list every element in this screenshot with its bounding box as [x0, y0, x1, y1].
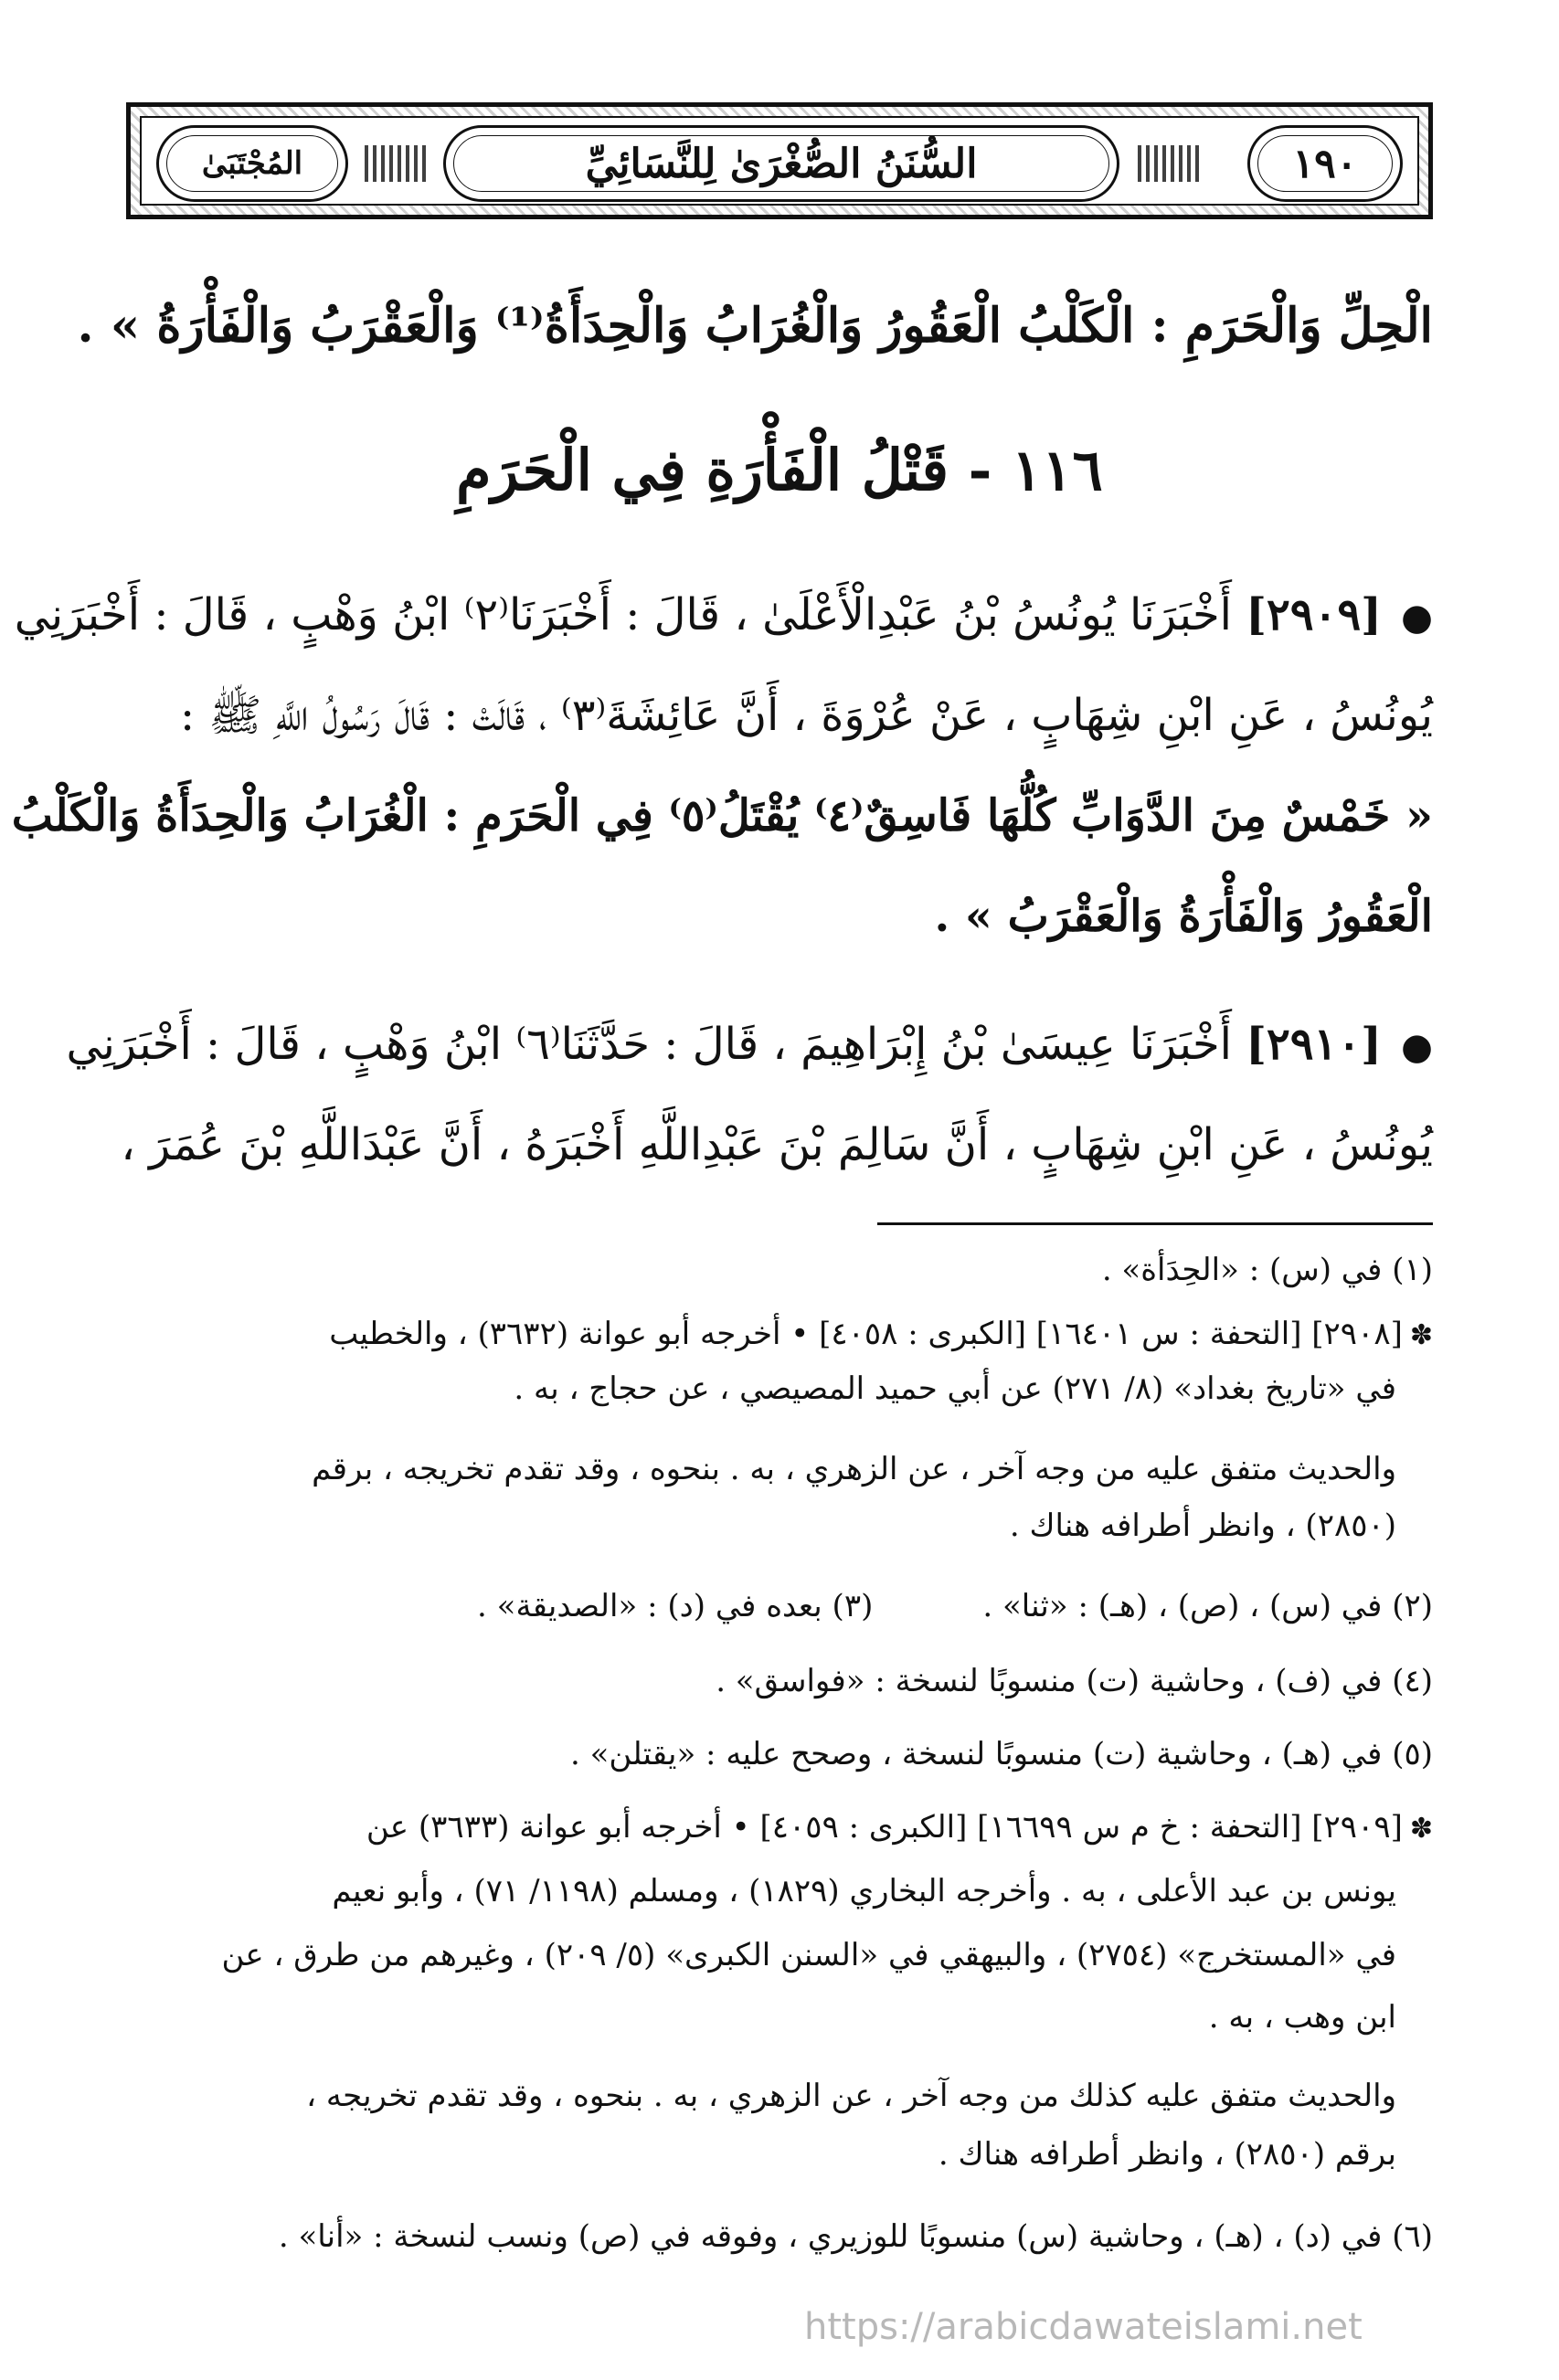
- footnote-separator: [877, 1222, 1433, 1225]
- intro-line: الْحِلِّ وَالْحَرَمِ : الْكَلْبُ الْعَقُورُ وَالْغُرَابُ وَالْحِدَأَةُ⁽¹⁾ وَالْعَقْرَبُ وَالْفَأْرَةُ » .: [77, 298, 1433, 354]
- hadith-2909-line-2: يُونُسُ ، عَنِ ابْنِ شِهَابٍ ، عَنْ عُرْوَةَ ، أَنَّ عَائِشَةَ⁽٣⁾ ، قَالَتْ : قَالَ رَسُولُ اللَّهِ ﷺ :: [179, 690, 1433, 741]
- logo-text: المُجْتَبَىٰ: [201, 145, 303, 182]
- hadith-number: [٢٩١٠]: [1246, 1019, 1382, 1070]
- footnote-text: [٢٩٠٩] [التحفة : خ م س ١٦٦٩٩] [الكبرى : ٤٠٥٩] • أخرجه أبو عوانة (٣٦٣٣) عن: [366, 1809, 1403, 1846]
- page-header: [126, 102, 1433, 219]
- hadith-2909-line-4: الْعَقُورُ وَالْفَأْرَةُ وَالْعَقْرَبُ » .: [934, 891, 1433, 942]
- ornament-icon: [365, 145, 429, 182]
- footnote-2908-a: [126, 1308, 1433, 1361]
- footnote-5: (٥) في (هـ) ، وحاشية (ت) منسوبًا لنسخة ، وصحح عليه : «يقتلن» .: [569, 1736, 1433, 1772]
- page-number-cartouche: [1247, 125, 1403, 202]
- page-number: ١٩٠: [1292, 140, 1358, 187]
- title-cartouche: [443, 125, 1119, 202]
- logo-cartouche: [156, 125, 348, 202]
- footnote-2908-c: والحديث متفق عليه من وجه آخر ، عن الزهري ، به . بنحوه ، وقد تقدم تخريجه ، برقم: [312, 1451, 1396, 1487]
- footnote-2909-f: برقم (٢٨٥٠) ، وانظر أطرافه هناك .: [938, 2136, 1396, 2173]
- asterisk-icon: ✽: [1409, 1813, 1433, 1845]
- header-frame: [140, 116, 1419, 206]
- footnote-4: (٤) في (ف) ، وحاشية (ت) منسوبًا لنسخة : «فواسق» .: [716, 1663, 1433, 1699]
- footnote-2: (٢) في (س) ، (ص) ، (هـ) : «ثنا» .: [982, 1588, 1433, 1624]
- hadith-number: [٢٩٠٩]: [1246, 589, 1382, 640]
- footnote-text: [٢٩٠٨] [التحفة : س ١٦٤٠١] [الكبرى : ٤٠٥٨] • أخرجه أبو عوانة (٣٦٣٢) ، والخطيب: [329, 1316, 1403, 1352]
- footnote-2909-a: [126, 1802, 1433, 1855]
- footnote-6: (٦) في (د) ، (هـ) ، وحاشية (س) منسوبًا للوزيري ، وفوقه في (ص) ونسب لنسخة : «أنا» .: [278, 2218, 1433, 2255]
- bullet-icon: ●: [1401, 597, 1433, 639]
- footnote-2909-e: والحديث متفق عليه كذلك من وجه آخر ، عن الزهري ، به . بنحوه ، وقد تقدم تخريجه ،: [306, 2078, 1396, 2114]
- hadith-2909-line-3: « خَمْسٌ مِنَ الدَّوَابِّ كُلُّهَا فَاسِقٌ⁽٤⁾ يُقْتَلُ⁽٥⁾ فِي الْحَرَمِ : الْغُرَابُ وَالْحِدَأَةُ وَالْكَلْبُ: [11, 790, 1433, 841]
- bullet-icon: ●: [1401, 1026, 1433, 1068]
- book-title: السُّنَنُ الصُّغْرَىٰ لِلنَّسَائِيِّ: [585, 140, 978, 187]
- section-title: ١١٦ - قَتْلُ الْفَأْرَةِ فِي الْحَرَمِ: [456, 437, 1103, 503]
- footnote-2908-d: (٢٨٥٠) ، وانظر أطرافه هناك .: [1009, 1507, 1396, 1544]
- hadith-2909-line-1: [14, 571, 1433, 661]
- hadith-text: أَخْبَرَنَا يُونُسُ بْنُ عَبْدِالْأَعْلَىٰ ، قَالَ : أَخْبَرَنَا⁽٢⁾ ابْنُ وَهْبٍ ، قَالَ : أَخْبَرَنِي: [14, 589, 1232, 640]
- footnote-3: (٣) بعده في (د) : «الصديقة» .: [477, 1588, 874, 1624]
- footnote-row-2-3: [126, 1581, 1433, 1632]
- footnote-2909-c: في «المستخرج» (٢٧٥٤) ، والبيهقي في «السنن الكبرى» (٥/ ٢٠٩) ، وغيرهم من طرق ، عن: [221, 1937, 1396, 1973]
- asterisk-icon: ✽: [1409, 1319, 1433, 1351]
- hadith-2910-line-1: [66, 1000, 1433, 1091]
- footnote-1: (١) في (س) : «الحِدَأة» .: [1101, 1252, 1433, 1288]
- footnote-2909-b: يونس بن عبد الأعلى ، به . وأخرجه البخاري (١٨٢٩) ، ومسلم (١١٩٨/ ٧١) ، وأبو نعيم: [332, 1873, 1396, 1909]
- hadith-text: أَخْبَرَنَا عِيسَىٰ بْنُ إِبْرَاهِيمَ ، قَالَ : حَدَّثَنَا⁽٦⁾ ابْنُ وَهْبٍ ، قَالَ : أَخْبَرَنِي: [66, 1019, 1232, 1070]
- watermark-url: https://arabicdawateislami.net: [804, 2306, 1363, 2348]
- footnote-2908-b: في «تاريخ بغداد» (٨/ ٢٧١) عن أبي حميد المصيصي ، عن حجاج ، به .: [514, 1370, 1396, 1407]
- ornament-icon: [1138, 145, 1202, 182]
- footnote-2909-d: ابن وهب ، به .: [1208, 1999, 1396, 2036]
- hadith-2910-line-2: يُونُسُ ، عَنِ ابْنِ شِهَابٍ ، أَنَّ سَالِمَ بْنَ عَبْدِاللَّهِ أَخْبَرَهُ ، أَنَّ عَبْدَاللَّهِ بْنَ عُمَرَ ،: [121, 1119, 1433, 1170]
